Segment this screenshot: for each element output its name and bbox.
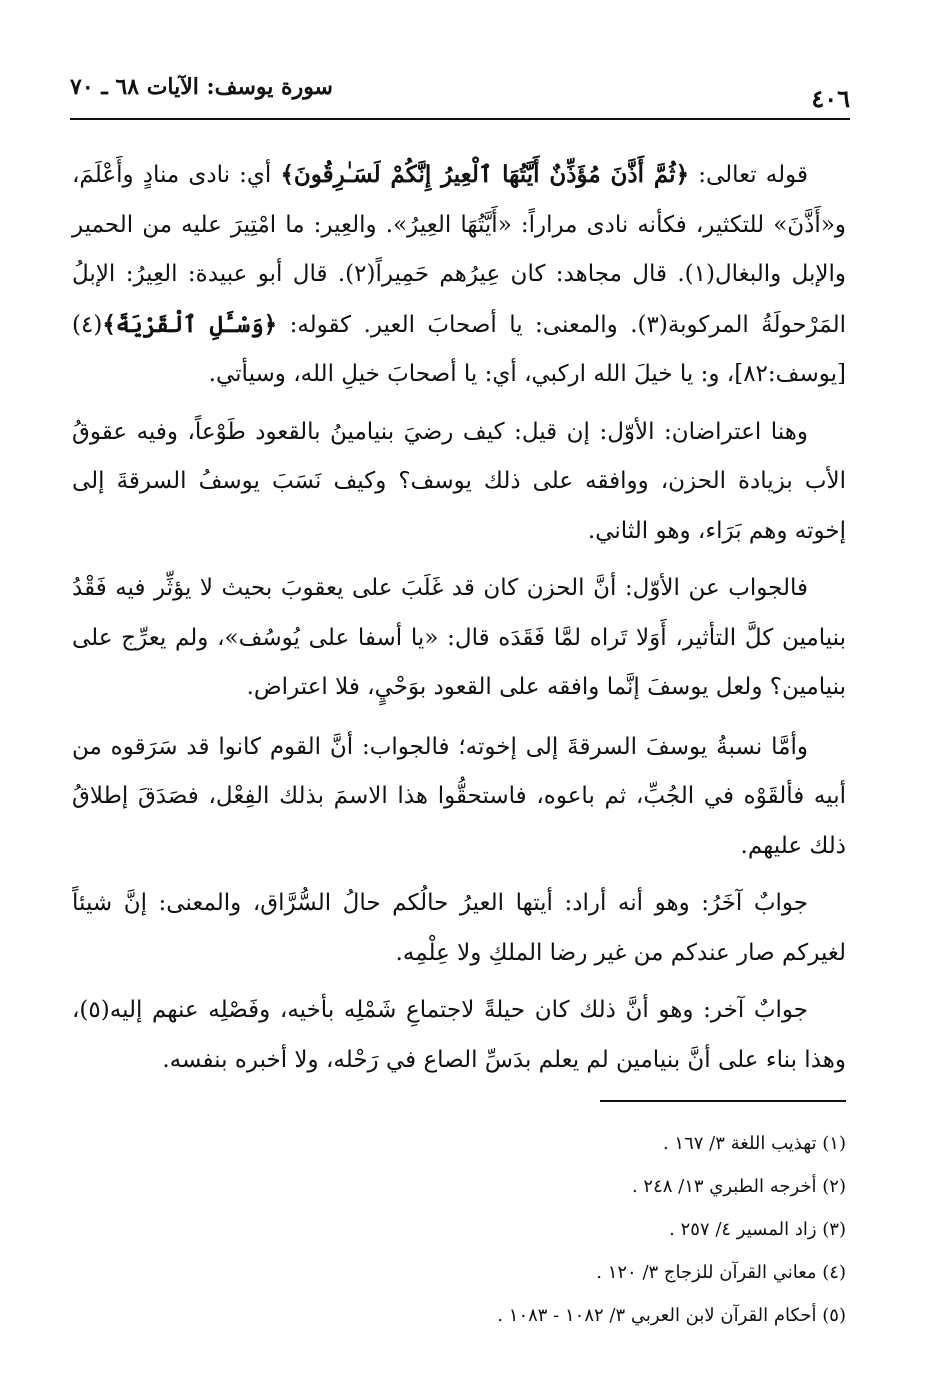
footnote-4: (٤) معاني القرآن للزجاج ٣/ ١٢٠ . (596, 1262, 846, 1283)
footnote-separator (600, 1100, 846, 1102)
page-number: ٤٠٦ (811, 84, 850, 113)
paragraph-5: جوابٌ آخَرُ: وهو أنه أراد: أيتها العيرُ حالُكم حالُ السُّرَّاق، والمعنى: إنَّ شيئاً لغيركم صار عندكم من غير رضا الملكِ ولا عِلْمِه. (72, 890, 846, 966)
quran-verse-1: ﴿ثُمَّ أَذَّنَ مُؤَذِّنٌ أَيَّتُهَا ٱلْعِيرُ إِنَّكُمْ لَسَـٰرِقُونَ﴾ (280, 161, 690, 188)
footnote-2: (٢) أخرجه الطبري ١٣/ ٢٤٨ . (631, 1176, 846, 1197)
paragraph-1-ending: (٤) [يوسف:٨٢]، و: يا خيلَ الله اركبي، أي: يا أصحابَ خيلِ الله، وسيأتي. (72, 311, 846, 387)
footnote-1: (١) تهذيب اللغة ٣/ ١٦٧ . (662, 1133, 846, 1154)
footnotes (300, 1122, 846, 1337)
paragraph-2: وهنا اعتراضان: الأوّل: إن قيل: كيف رضيَ بنيامينُ بالقعود طَوْعاً، وفيه عقوقُ الأب بزيادة الحزن، ووافقه على ذلك يوسف؟ وكيف نَسَبَ يوسفُ السرقةَ إلى إخوته وهم بَرَاء، وهو الثاني. (72, 418, 846, 544)
paragraph-1-intro: قوله تعالى: (689, 162, 808, 188)
footnote-3: (٣) زاد المسير ٤/ ٢٥٧ . (669, 1219, 846, 1240)
running-title: سورة يوسف: الآيات ٦٨ ـ ٧٠ (70, 74, 333, 100)
page-header (70, 66, 850, 116)
quran-verse-2: ﴿وَسْـَٔلِ ٱلْقَرْيَةَ﴾ (102, 310, 278, 338)
paragraph-3: فالجواب عن الأوّل: أنَّ الحزن كان قد غَلَبَ على يعقوبَ بحيث لا يؤثِّر فيه فَقْدُ بنيامين كلَّ التأثير، أَوَلا تَراه لمَّا فَقَدَه قال: «يا أسفا على يُوسُف»، ولم يعرِّج على بنيامين؟ ولعل يوسفَ إنَّما وافقه على القعود بوَحْيٍ، فلا اعتراض. (72, 575, 846, 700)
footnote-5: (٥) أحكام القرآن لابن العربي ٣/ ١٠٨٢ - ١٠٨٣ . (497, 1305, 846, 1326)
main-text (72, 150, 846, 1093)
paragraph-1-commentary: أي: نادى منادٍ وأَعْلَمَ، و«أَذَّنَ» للتكثير، فكأنه نادى مراراً: «أَيَّتُهَا العِيرُ». والعِير: ما امْتِيرَ عليه من الحمير والإبل والبغال(١). قال مجاهد: كان عِيرُهم حَمِيراً(٢). قال أبو عبيدة: العِيرُ: الإبلُ المَرْحولَةُ المركوبة(٣). والمعنى: يا أصحابَ العير. كقوله: (72, 162, 847, 338)
header-rule (70, 118, 850, 120)
paragraph-1 (72, 150, 846, 400)
paragraph-4: وأمَّا نسبةُ يوسفَ السرقةَ إلى إخوته؛ فالجواب: أنَّ القوم كانوا قد سَرَقوه من أبيه فألقَوْه في الجُبِّ، ثم باعوه، فاستحقُّوا هذا الاسمَ بذلك الفِعْل، فصَدَقَ إطلاقُ ذلك عليهم. (72, 733, 846, 859)
paragraph-6: جوابٌ آخر: وهو أنَّ ذلك كان حيلةً لاجتماعِ شَمْلِه بأخيه، وفَصْلِه عنهم إليه(٥)، وهذا بناء على أنَّ بنيامين لم يعلم بدَسِّ الصاع في رَحْله، ولا أخبره بنفسه. (72, 997, 846, 1073)
